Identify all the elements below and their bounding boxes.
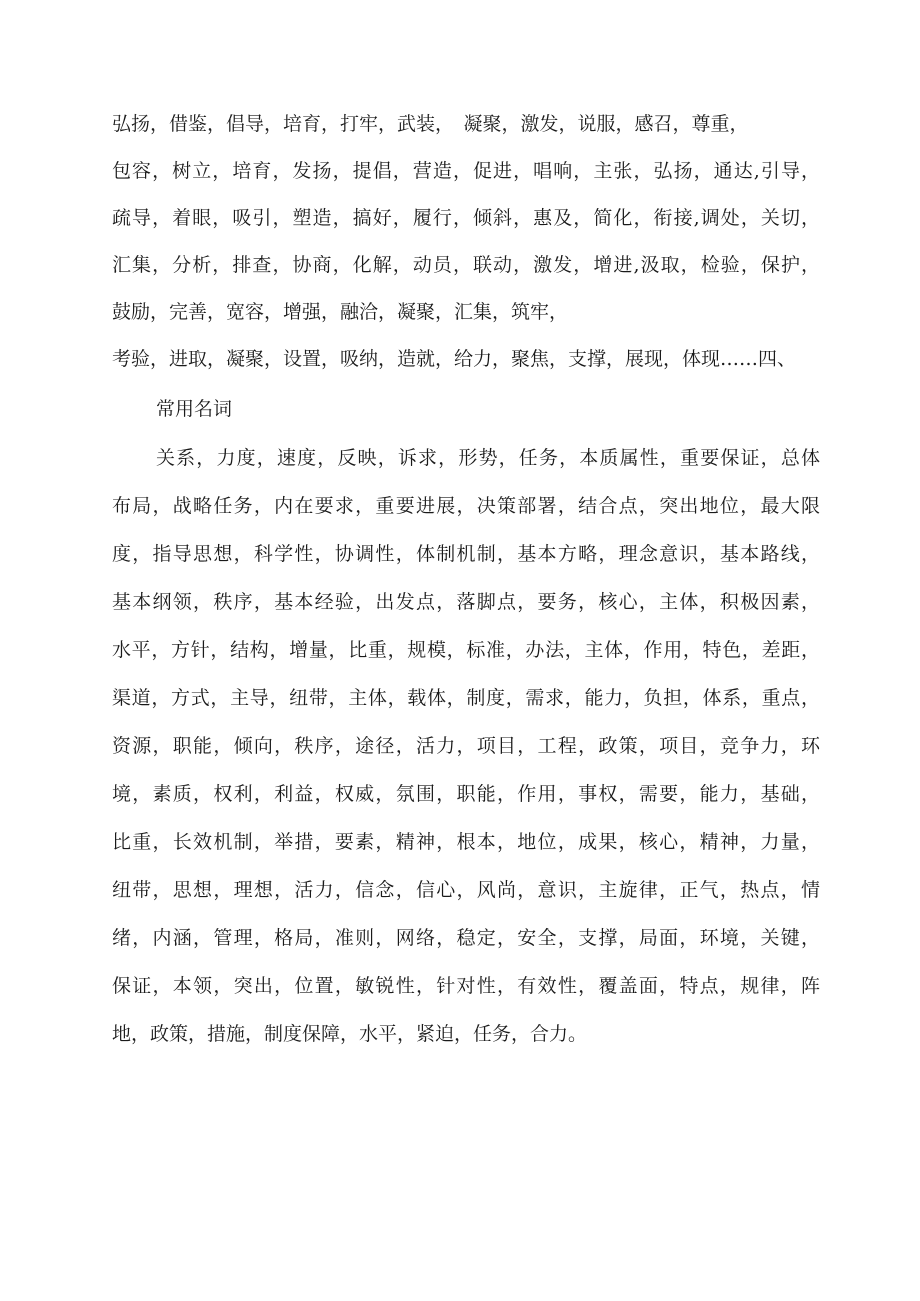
nouns-line-12: 保证，本领，突出，位置，敏锐性，针对性，有效性，覆盖面，特点，规律，阵 <box>112 975 820 997</box>
verbs-line-6: 考验，进取，凝聚，设置，吸纳，造就，给力，聚焦，支撑，展现，体现……四、 <box>112 348 797 370</box>
verbs-line-4: 汇集，分析，排查，协商，化解，动员，联动，激发，增进,汲取，检验，保护， <box>112 254 820 276</box>
section-title: 常用名词 <box>156 398 233 420</box>
verbs-line-1: 弘扬，借鉴，倡导，培育，打牢，武装， 凝聚，激发，说服，感召，尊重， <box>112 113 749 135</box>
verbs-line-3: 疏导，着眼，吸引，塑造，搞好，履行，倾斜，惠及，简化，衔接,调处，关切， <box>112 207 820 229</box>
nouns-line-13: 地，政策，措施，制度保障，水平，紧迫，任务，合力。 <box>112 1023 588 1045</box>
nouns-line-3: 度，指导思想，科学性，协调性，体制机制，基本方略，理念意识，基本路线， <box>112 543 820 565</box>
nouns-line-4: 基本纲领，秩序，基本经验，出发点，落脚点，要务，核心，主体，积极因素， <box>112 591 820 613</box>
nouns-line-5: 水平，方针，结构，增量，比重，规模，标准，办法，主体，作用，特色，差距， <box>112 639 820 661</box>
nouns-line-2: 布局，战略任务，内在要求，重要进展，决策部署，结合点，突出地位，最大限 <box>112 495 820 517</box>
nouns-line-6: 渠道，方式，主导，纽带，主体，载体，制度，需求，能力，负担，体系，重点， <box>112 687 820 709</box>
nouns-line-11: 绪，内涵，管理，格局，准则，网络，稳定，安全，支撑，局面，环境，关键， <box>112 927 820 949</box>
verbs-line-2: 包容，树立，培育，发扬，提倡，营造，促进，唱响，主张，弘扬，通达,引导， <box>112 160 820 182</box>
verbs-line-5: 鼓励，完善，宽容，增强，融洽，凝聚，汇集，筑牢， <box>112 301 569 323</box>
nouns-line-1: 关系，力度，速度，反映，诉求，形势，任务，本质属性，重要保证，总体 <box>156 447 820 469</box>
nouns-line-10: 纽带，思想，理想，活力，信念，信心，风尚，意识，主旋律，正气，热点，情 <box>112 879 820 901</box>
nouns-line-8: 境，素质，权利，利益，权威，氛围，职能，作用，事权，需要，能力，基础， <box>112 783 820 805</box>
nouns-line-9: 比重，长效机制，举措，要素，精神，根本，地位，成果，核心，精神，力量， <box>112 831 820 853</box>
nouns-line-7: 资源，职能，倾向，秩序，途径，活力，项目，工程，政策，项目，竞争力，环 <box>112 735 820 757</box>
